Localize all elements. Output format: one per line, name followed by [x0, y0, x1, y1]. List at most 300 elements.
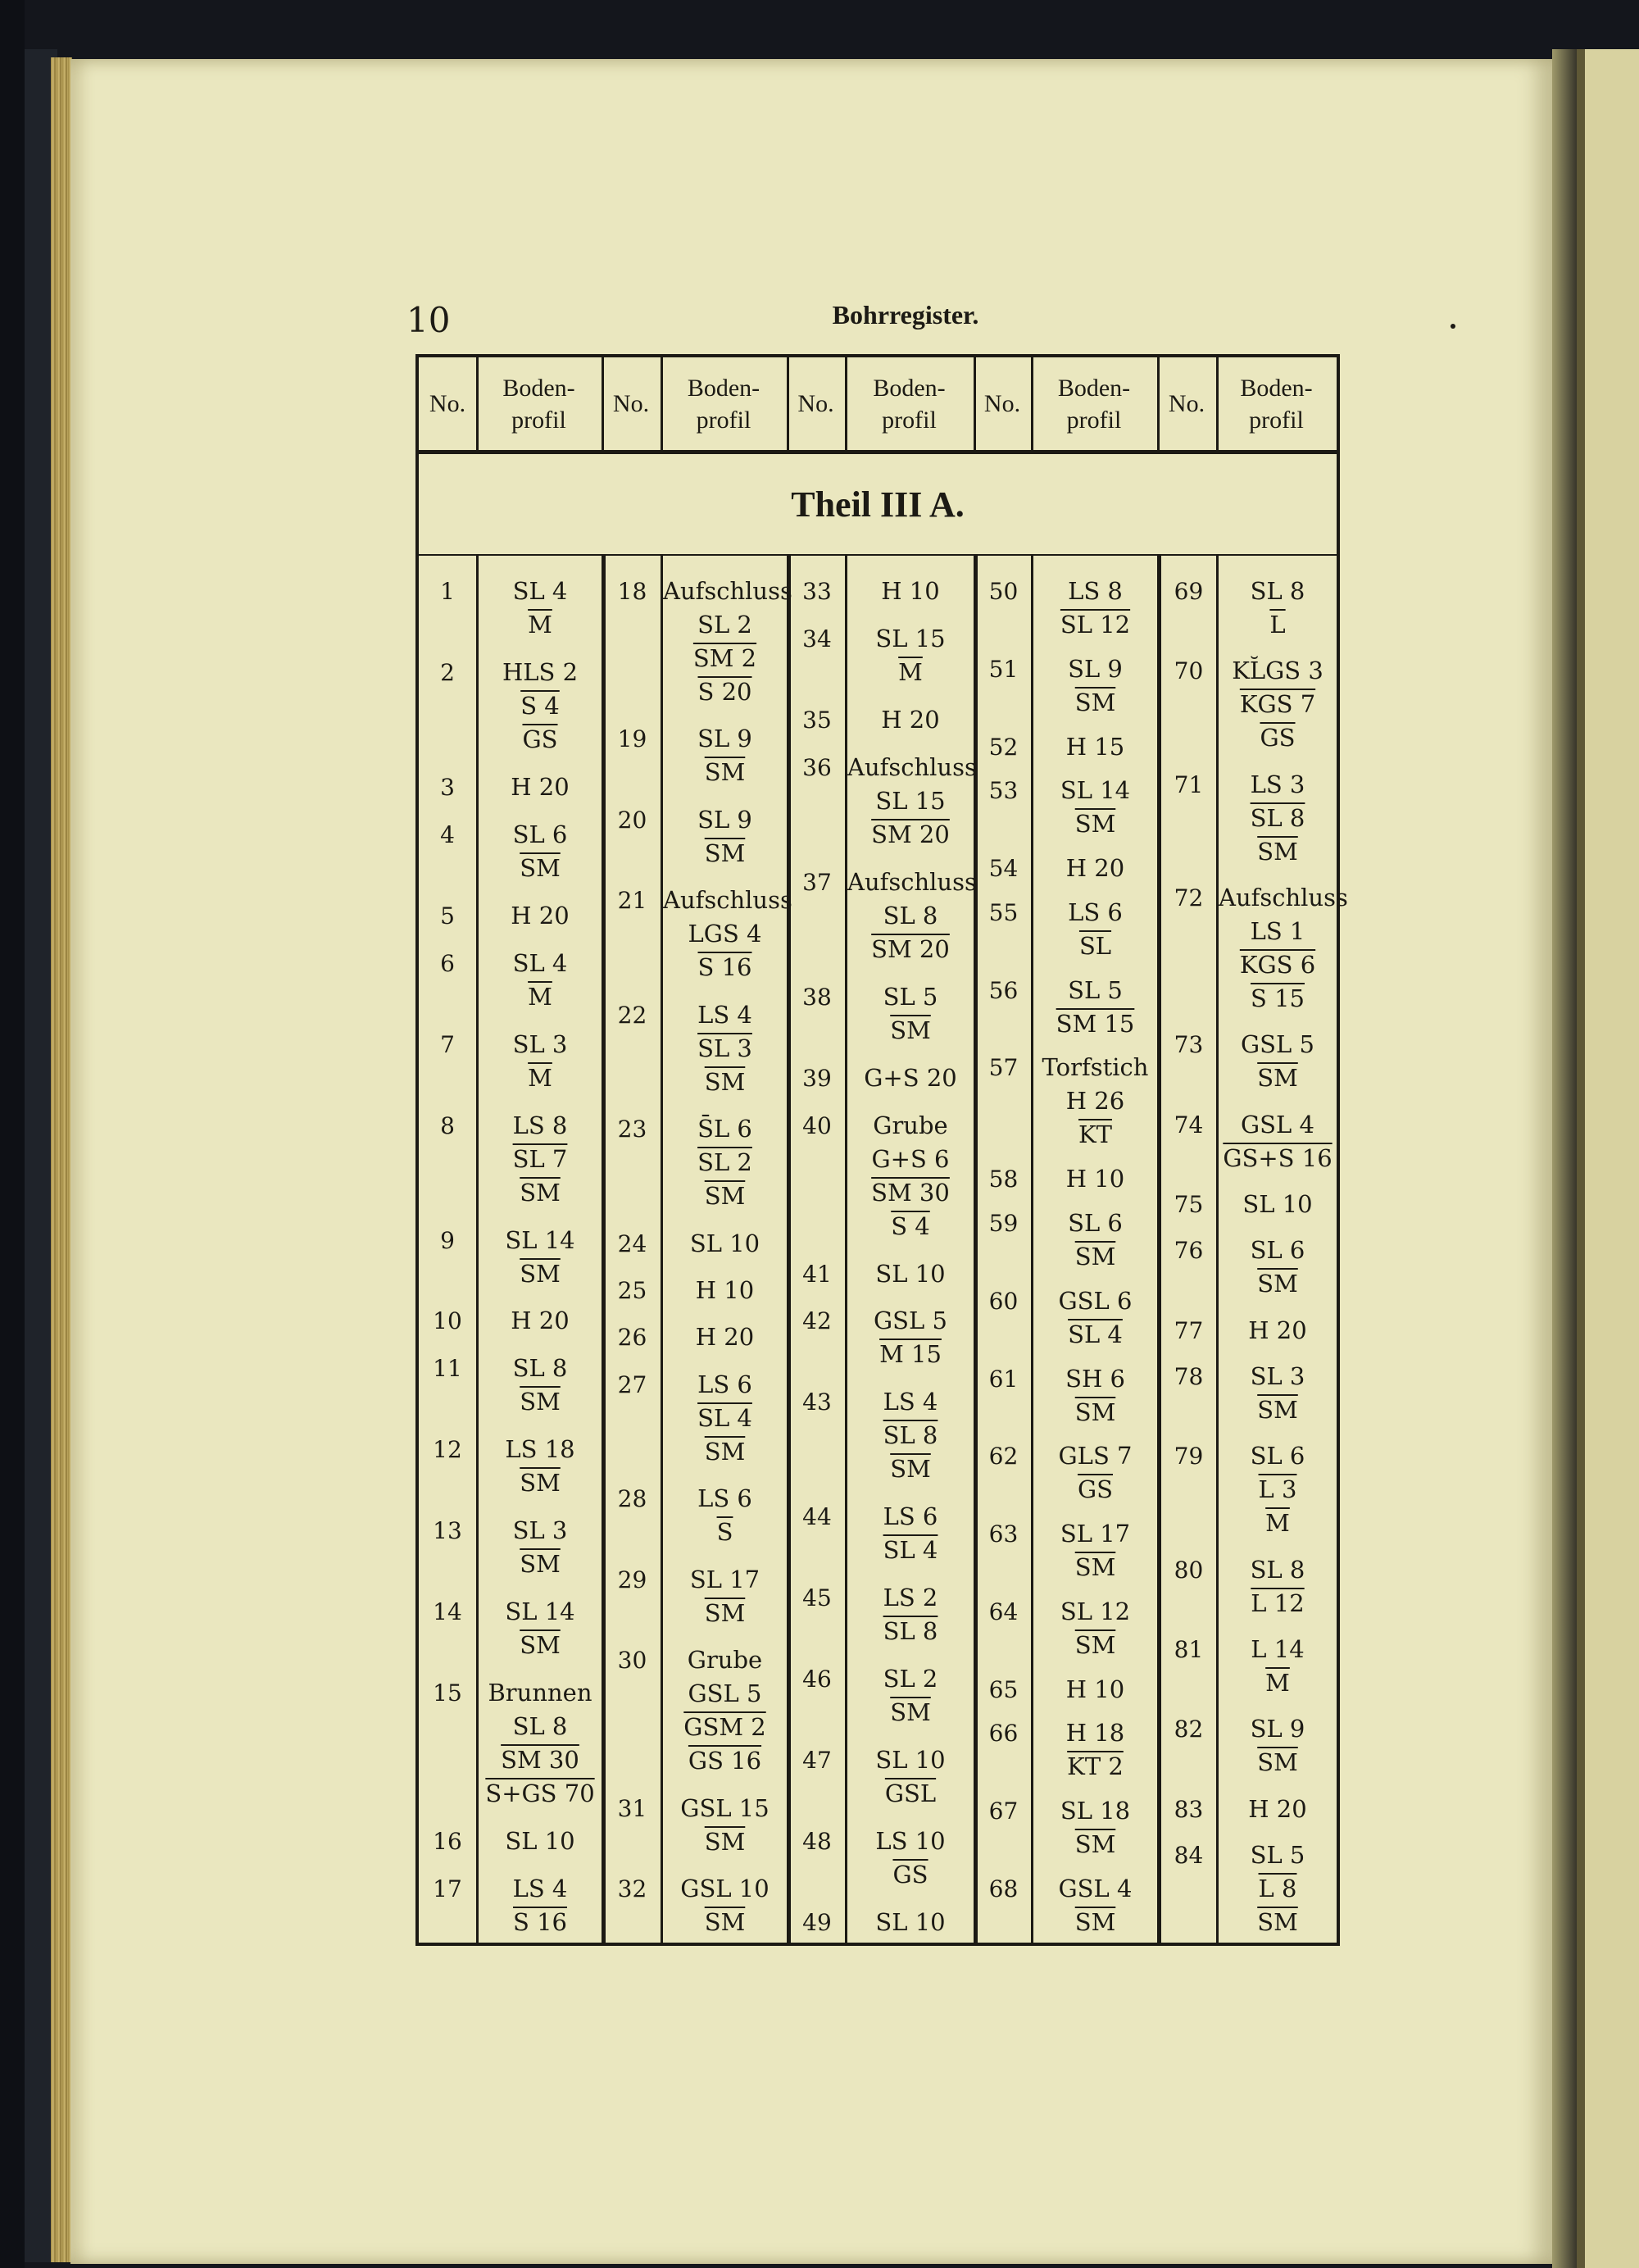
entry-number: 53 — [988, 777, 1019, 805]
entry-number: 33 — [802, 578, 832, 605]
profile-layer: SL 6 — [1250, 1236, 1305, 1265]
profile-layer: $\overline{L}$ — [1269, 611, 1286, 639]
profile-layer: $\overline{GS}$ — [1260, 724, 1296, 752]
entry-bodenprofil — [1219, 1188, 1337, 1221]
profile-layer: SL 10 — [875, 1908, 946, 1936]
profile-layer: LS 4 — [883, 1388, 938, 1416]
profile-layer: Aufschluss — [663, 577, 792, 605]
entry-bodenprofil — [847, 1109, 974, 1243]
entry-bodenprofil — [479, 770, 602, 804]
entry-number: 12 — [433, 1436, 462, 1464]
entry-number: 44 — [802, 1503, 832, 1531]
entry-number: 47 — [802, 1747, 832, 1775]
header-no-3: No. — [797, 390, 834, 417]
header-bodenprofil-text: Boden- profil — [502, 374, 575, 434]
profile-layer: $\overline{SM}$ — [1074, 1908, 1116, 1936]
entry-bodenprofil — [479, 575, 602, 642]
entry-number: 68 — [988, 1875, 1019, 1902]
header-bodenprofil-text: Boden- profil — [1057, 374, 1131, 434]
profile-layer: H 18 — [1065, 1719, 1125, 1748]
profile-layer: GSL 5 — [874, 1307, 947, 1335]
profile-layer: $\overline{KT}$ — [1078, 1120, 1112, 1149]
profile-layer: SL 8 — [883, 901, 938, 929]
profile-layer: $\overline{SM}$ — [520, 853, 561, 882]
profile-layer: $\overline{SM}$ — [890, 1016, 931, 1044]
profile-layer: $\overline{SM}$ — [1074, 1553, 1116, 1582]
profile-layer: H 20 — [1248, 1794, 1307, 1823]
profile-layer: SL 8 — [883, 1617, 938, 1646]
profile-layer: H 26 — [1065, 1087, 1125, 1116]
profile-layer: KGS 6 — [1239, 951, 1316, 979]
profile-layer: SL 8 — [512, 1712, 568, 1741]
profile-layer: SL 14 — [1060, 776, 1131, 805]
profile-layer: $\overline{SM}$ — [520, 1388, 561, 1416]
profile-layer: GSM 2 — [683, 1713, 766, 1742]
profile-layer: SL 12 — [1060, 1597, 1131, 1625]
entry-number: 60 — [988, 1287, 1019, 1315]
entry-number: 25 — [617, 1277, 647, 1304]
entry-bodenprofil — [663, 1227, 787, 1261]
entry-number: 69 — [1174, 578, 1204, 605]
header-bodenprofil-5 — [1216, 357, 1337, 450]
profile-layer: $\overline{SM}$ — [704, 1827, 746, 1856]
profile-layer: $\overline{SM}$ — [1257, 1064, 1298, 1093]
entry-bodenprofil — [1033, 1794, 1157, 1861]
header-divider — [1031, 357, 1033, 450]
entry-number: 61 — [988, 1365, 1019, 1393]
entry-bodenprofil — [1033, 1595, 1157, 1662]
facing-page — [1577, 49, 1639, 2268]
profile-layer: SL 8 — [1250, 1555, 1305, 1584]
profile-layer: $\overline{SM}$ — [704, 758, 746, 787]
profile-layer: LS 8 — [1068, 577, 1123, 605]
profile-layer: SL 9 — [1068, 654, 1123, 683]
profile-layer: SL 8 — [512, 1354, 568, 1383]
header-divider — [1157, 357, 1160, 450]
profile-layer: Grube — [873, 1111, 948, 1139]
profile-layer: $\overline{SL}$ — [1078, 931, 1112, 960]
entry-number: 55 — [988, 898, 1019, 926]
running-title: Bohrregister. — [832, 300, 979, 330]
entry-number: 31 — [617, 1794, 647, 1822]
entry-number: 58 — [988, 1166, 1019, 1193]
entry-number: 3 — [440, 773, 455, 801]
profile-layer: L 12 — [1251, 1589, 1305, 1617]
entry-bodenprofil — [663, 1320, 787, 1354]
profile-layer: LS 4 — [512, 1875, 568, 1902]
profile-layer: H 10 — [1065, 1165, 1125, 1193]
header-bodenprofil-text: Boden- profil — [1240, 374, 1313, 434]
entry-number: 11 — [433, 1355, 462, 1383]
profile-layer: H 20 — [511, 901, 570, 929]
profile-layer: S 4 — [891, 1211, 930, 1240]
entry-bodenprofil — [479, 1028, 602, 1095]
entry-bodenprofil — [847, 1581, 974, 1648]
profile-layer: H 20 — [695, 1323, 755, 1352]
entry-number: 49 — [802, 1909, 832, 1936]
entry-number: 16 — [433, 1828, 462, 1856]
entry-bodenprofil — [1033, 974, 1157, 1041]
profile-layer: SL 3 — [512, 1516, 568, 1545]
header-divider — [602, 357, 604, 450]
profile-layer: $\overline{M}$ — [898, 657, 923, 686]
entry-bodenprofil — [847, 1662, 974, 1729]
entry-number: 82 — [1174, 1716, 1204, 1743]
profile-layer: LS 18 — [505, 1435, 575, 1464]
header-bodenprofil-text: Boden- profil — [873, 374, 946, 434]
header-bodenprofil-1 — [476, 357, 602, 450]
profile-layer: SL 3 — [697, 1034, 752, 1062]
entry-number: 84 — [1174, 1842, 1204, 1869]
profile-layer: GSL 15 — [680, 1793, 770, 1822]
section-title: Theil III A. — [791, 484, 965, 525]
header-divider — [1216, 357, 1219, 450]
profile-layer: $\overline{SM}$ — [1074, 1398, 1116, 1426]
profile-layer: SL 8 — [1250, 803, 1305, 832]
profile-layer: SL 9 — [1250, 1715, 1305, 1743]
profile-layer: SL 5 — [1068, 975, 1123, 1004]
entry-number: 71 — [1174, 770, 1204, 798]
profile-layer: S 15 — [1251, 984, 1305, 1012]
entry-bodenprofil — [663, 1643, 787, 1778]
profile-layer: SL 17 — [1060, 1520, 1131, 1548]
entry-number: 81 — [1174, 1636, 1204, 1663]
entry-number: 43 — [802, 1389, 832, 1416]
entry-bodenprofil — [1219, 1314, 1337, 1348]
entry-number: 38 — [802, 983, 832, 1011]
profile-layer: SL 14 — [505, 1598, 575, 1626]
profile-layer: $\overline{GSL}$ — [884, 1779, 937, 1808]
profile-layer: LS 4 — [697, 1000, 752, 1029]
profile-layer: GS+S 16 — [1223, 1143, 1333, 1172]
entry-bodenprofil — [1033, 1872, 1157, 1939]
entry-number: 22 — [617, 1001, 647, 1029]
entry-number: 67 — [988, 1798, 1019, 1825]
profile-layer: G+S 6 — [871, 1144, 950, 1173]
profile-layer: LS 10 — [875, 1827, 946, 1856]
profile-layer: $\overline{SM}$ — [1257, 1748, 1298, 1777]
profile-layer: $\overline{SM}$ — [704, 1598, 746, 1627]
entry-number: 5 — [440, 902, 455, 929]
entry-number: 27 — [617, 1370, 647, 1398]
profile-layer: $\overline{GS}$ — [522, 725, 558, 753]
profile-layer: SL 4 — [512, 948, 568, 977]
profile-layer: $\overline{M}$ — [1265, 1509, 1290, 1538]
profile-layer: SL 12 — [1060, 611, 1131, 639]
profile-layer: SL 4 — [883, 1536, 938, 1565]
profile-layer: $\overline{SM}$ — [890, 1455, 931, 1484]
header-divider — [661, 357, 663, 450]
entry-bodenprofil — [847, 980, 974, 1048]
header-no-1: No. — [429, 390, 466, 417]
profile-layer: SM 30 — [501, 1746, 579, 1775]
profile-layer: H 15 — [1065, 732, 1125, 761]
profile-layer: SL 5 — [883, 982, 938, 1011]
entry-number: 57 — [988, 1054, 1019, 1082]
profile-layer: L 8 — [1258, 1875, 1297, 1902]
entry-bodenprofil — [847, 1257, 974, 1291]
entry-number: 2 — [440, 658, 455, 686]
entry-number: 83 — [1174, 1795, 1204, 1823]
entry-number: 54 — [988, 855, 1019, 883]
profile-layer: S̄L 6 — [697, 1115, 752, 1143]
entry-number: 23 — [617, 1116, 647, 1143]
profile-layer: LS 2 — [883, 1584, 938, 1612]
entry-number: 28 — [617, 1485, 647, 1513]
entry-number: 74 — [1174, 1111, 1204, 1139]
profile-layer: SL 3 — [1250, 1362, 1305, 1390]
profile-layer: SL 18 — [1060, 1797, 1131, 1825]
entry-bodenprofil — [663, 575, 792, 709]
entry-bodenprofil — [1219, 1838, 1337, 1939]
entry-number: 24 — [617, 1229, 647, 1257]
book-spine — [0, 0, 25, 2268]
entry-number: 78 — [1174, 1363, 1204, 1390]
profile-layer: SL 14 — [505, 1225, 575, 1254]
profile-layer: LS 6 — [1068, 898, 1123, 926]
profile-layer: $\overline{SM}$ — [704, 1182, 746, 1211]
entry-bodenprofil — [847, 1906, 974, 1939]
profile-layer: Torfstich — [1042, 1053, 1149, 1082]
entry-number: 7 — [440, 1030, 455, 1058]
entry-bodenprofil — [1219, 1633, 1337, 1700]
entry-number: 42 — [802, 1307, 832, 1335]
entry-bodenprofil — [1033, 1284, 1157, 1352]
profile-layer: GSL 4 — [1058, 1875, 1133, 1902]
header-no-5: No. — [1168, 390, 1205, 417]
entry-bodenprofil — [1033, 1517, 1157, 1584]
entry-bodenprofil — [847, 751, 977, 852]
entry-bodenprofil — [663, 1563, 787, 1630]
header-bodenprofil-4 — [1031, 357, 1157, 450]
profile-layer: KT 2 — [1067, 1752, 1124, 1781]
entry-number: 32 — [617, 1875, 647, 1902]
entry-number: 21 — [617, 887, 647, 915]
profile-layer: SL 3 — [512, 1029, 568, 1058]
profile-layer: $\overline{SM}$ — [1257, 1396, 1298, 1424]
profile-layer: S 20 — [697, 678, 752, 706]
entry-number: 34 — [802, 625, 832, 652]
profile-layer: SL 2 — [883, 1665, 938, 1693]
profile-layer: H 20 — [881, 705, 940, 734]
entry-number: 70 — [1174, 657, 1204, 685]
entry-bodenprofil — [479, 1514, 602, 1581]
profile-layer: $\overline{GS}$ — [892, 1861, 928, 1889]
profile-layer: SL 7 — [512, 1144, 568, 1173]
profile-layer: SL 6 — [1068, 1209, 1123, 1237]
entry-number: 77 — [1174, 1316, 1204, 1344]
header-divider — [974, 357, 976, 450]
entry-number: 10 — [433, 1307, 462, 1335]
entry-bodenprofil — [663, 1482, 787, 1549]
profile-layer: SL 10 — [875, 1746, 946, 1775]
profile-layer: SL 10 — [875, 1259, 946, 1288]
entry-number: 80 — [1174, 1556, 1204, 1584]
entry-bodenprofil — [847, 1061, 974, 1095]
entry-number: 40 — [802, 1111, 832, 1139]
entry-bodenprofil — [663, 1274, 787, 1307]
profile-layer: $\overline{SM}$ — [520, 1178, 561, 1207]
profile-layer: S 4 — [520, 691, 560, 720]
entry-number: 66 — [988, 1720, 1019, 1748]
entry-number: 39 — [802, 1064, 832, 1092]
entry-bodenprofil — [847, 1743, 974, 1811]
profile-layer: $\overline{SM}$ — [704, 1437, 746, 1466]
profile-layer: $\overline{SM}$ — [1074, 1243, 1116, 1270]
profile-layer: GLS 7 — [1058, 1442, 1133, 1470]
profile-layer: $\overline{SM}$ — [1074, 1830, 1116, 1859]
entry-bodenprofil — [479, 1224, 602, 1291]
entry-bodenprofil — [1033, 1051, 1157, 1152]
entry-number: 64 — [988, 1598, 1019, 1625]
entry-bodenprofil — [663, 1112, 787, 1213]
entry-number: 14 — [433, 1598, 462, 1626]
entry-bodenprofil — [847, 1385, 974, 1486]
entry-number: 65 — [988, 1675, 1019, 1703]
profile-layer: Aufschluss — [1219, 884, 1348, 911]
profile-layer: $\overline{M}$ — [528, 982, 552, 1011]
profile-layer: $\overline{SM}$ — [1074, 1630, 1116, 1659]
profile-layer: S 16 — [697, 953, 752, 982]
profile-layer: SL 5 — [1250, 1841, 1305, 1869]
entry-bodenprofil — [479, 818, 602, 885]
header-divider — [845, 357, 847, 450]
profile-layer: Brunnen — [488, 1679, 592, 1707]
entry-bodenprofil — [663, 1792, 787, 1859]
profile-layer: G+S 20 — [864, 1063, 957, 1092]
entry-number: 4 — [440, 820, 455, 848]
profile-layer: $\overline{SM}$ — [890, 1698, 931, 1727]
entry-bodenprofil — [1219, 1439, 1337, 1540]
entry-number: 20 — [617, 806, 647, 834]
entry-bodenprofil — [1033, 730, 1157, 764]
profile-layer: SM 15 — [1056, 1009, 1135, 1038]
entry-bodenprofil — [1219, 1712, 1337, 1779]
profile-layer: $\overline{SM}$ — [704, 839, 746, 867]
profile-layer: LS 6 — [697, 1484, 752, 1513]
entry-number: 17 — [433, 1875, 462, 1902]
profile-layer: SL 10 — [1242, 1190, 1313, 1218]
profile-layer: H 10 — [881, 577, 940, 605]
entry-number: 41 — [802, 1260, 832, 1288]
entry-bodenprofil — [1219, 1108, 1337, 1175]
profile-layer: S 16 — [513, 1908, 567, 1936]
page-edges — [51, 57, 72, 2262]
section-rule — [419, 554, 1337, 556]
entry-number: 48 — [802, 1828, 832, 1856]
profile-layer: GSL 4 — [1241, 1110, 1314, 1139]
entry-bodenprofil — [479, 947, 602, 1014]
entry-bodenprofil — [1033, 575, 1157, 642]
entry-bodenprofil — [479, 1304, 602, 1338]
profile-layer: Grube — [687, 1646, 763, 1675]
table-header-row — [419, 357, 1337, 454]
header-bodenprofil-2 — [661, 357, 787, 450]
entry-number: 73 — [1174, 1031, 1204, 1059]
profile-layer: $\overline{SM}$ — [1257, 1908, 1298, 1936]
profile-layer: SM 30 — [871, 1178, 950, 1207]
ink-mark — [1451, 324, 1455, 329]
facing-page-edge — [1577, 49, 1585, 2268]
book-gutter — [1552, 49, 1577, 2268]
entry-bodenprofil — [479, 1109, 602, 1210]
profile-layer: LS 8 — [512, 1111, 568, 1139]
profile-layer: SL 4 — [512, 577, 568, 605]
entry-number: 51 — [988, 655, 1019, 683]
profile-layer: M 15 — [879, 1340, 942, 1369]
entry-number: 1 — [440, 578, 455, 605]
entry-bodenprofil — [847, 1825, 974, 1892]
profile-layer: $\overline{SM}$ — [1257, 837, 1298, 866]
profile-layer: GSL 5 — [1241, 1030, 1314, 1059]
profile-layer: SM 20 — [871, 934, 950, 963]
profile-layer: GSL 6 — [1058, 1286, 1133, 1315]
profile-layer: HLS 2 — [502, 657, 579, 686]
profile-layer: $\overline{S}$ — [716, 1518, 733, 1547]
profile-layer: $\overline{SM}$ — [520, 1469, 561, 1498]
profile-layer: GS 16 — [688, 1747, 762, 1775]
profile-layer: S+GS 70 — [485, 1779, 595, 1808]
profile-layer: SL 2 — [697, 1148, 752, 1177]
profile-layer: SL 4 — [697, 1403, 752, 1432]
entry-bodenprofil — [479, 1825, 602, 1858]
profile-layer: SL 17 — [689, 1565, 760, 1593]
entry-bodenprofil — [1219, 575, 1337, 642]
entry-bodenprofil — [1219, 1234, 1337, 1301]
entry-number: 56 — [988, 976, 1019, 1004]
entry-bodenprofil — [479, 1676, 602, 1811]
entry-bodenprofil — [847, 622, 974, 689]
entry-bodenprofil — [1033, 774, 1157, 841]
entry-number: 18 — [617, 578, 647, 605]
entry-bodenprofil — [663, 1872, 787, 1939]
profile-layer: $\overline{M}$ — [1265, 1669, 1290, 1697]
profile-layer: KL̆GS 3 — [1232, 657, 1323, 685]
entry-number: 59 — [988, 1210, 1019, 1237]
header-bodenprofil-text: Boden- profil — [687, 374, 760, 434]
profile-layer: $\overline{SM}$ — [520, 1631, 561, 1660]
profile-layer: Aufschluss — [663, 886, 792, 915]
entry-bodenprofil — [1033, 1362, 1157, 1429]
profile-layer: $\overline{GS}$ — [1077, 1475, 1114, 1504]
entry-bodenprofil — [1219, 1360, 1337, 1427]
profile-layer: $\overline{SM}$ — [704, 1908, 746, 1936]
bohrregister-table — [415, 354, 1348, 1946]
entry-bodenprofil — [479, 1595, 602, 1662]
entry-number: 36 — [802, 753, 832, 781]
entry-number: 30 — [617, 1647, 647, 1675]
profile-layer: $\overline{SM}$ — [1257, 1270, 1298, 1298]
profile-layer: H 10 — [1065, 1675, 1125, 1703]
profile-layer: $\overline{SM}$ — [520, 1550, 561, 1579]
header-bodenprofil-3 — [845, 357, 974, 450]
entry-bodenprofil — [847, 575, 974, 608]
profile-layer: SL 10 — [689, 1229, 760, 1257]
profile-layer: SL 4 — [1068, 1320, 1123, 1348]
entry-bodenprofil — [1033, 1439, 1157, 1507]
profile-layer: $\overline{SM}$ — [1074, 688, 1116, 716]
profile-layer: GSL 10 — [680, 1875, 770, 1902]
entry-bodenprofil — [1033, 1673, 1157, 1707]
entry-number: 29 — [617, 1566, 647, 1593]
entry-number: 62 — [988, 1443, 1019, 1470]
profile-layer: H 20 — [511, 1307, 570, 1335]
profile-layer: SL 6 — [1250, 1442, 1305, 1470]
profile-layer: $\overline{M}$ — [528, 1063, 552, 1092]
entry-number: 9 — [440, 1226, 455, 1254]
entry-bodenprofil — [663, 1368, 787, 1469]
entry-number: 37 — [802, 868, 832, 896]
